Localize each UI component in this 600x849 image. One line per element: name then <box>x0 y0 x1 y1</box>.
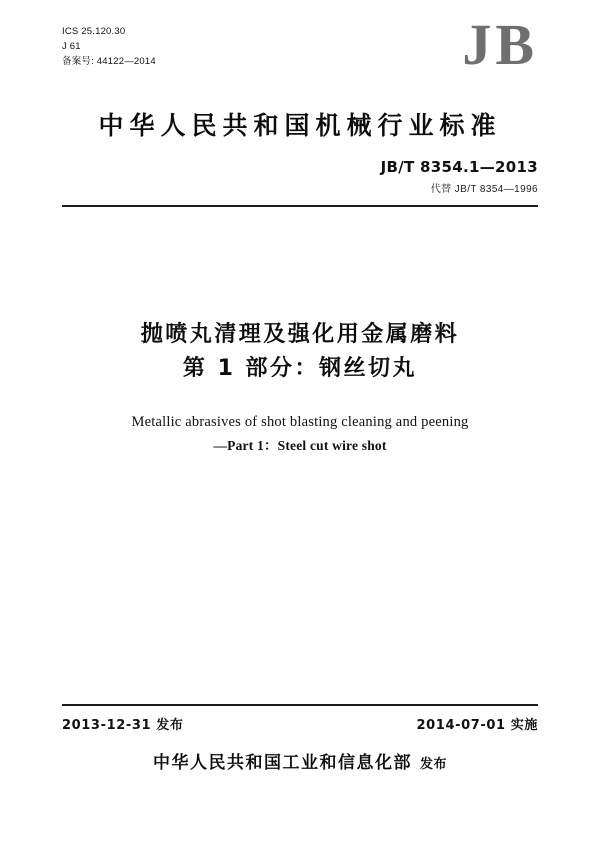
classification-block <box>62 24 156 69</box>
title-cn-line-1: 抛喷丸清理及强化用金属磨料 <box>140 322 460 347</box>
title-en-line-1: Metallic abrasives of shot blasting cleaning and peening <box>131 414 469 430</box>
series-title: 中华人民共和国机械行业标准 <box>98 111 502 140</box>
dates-row <box>62 714 538 733</box>
effective-date: 2014-07-01 实施 <box>416 718 538 733</box>
divider-top <box>62 205 538 207</box>
document-title-en <box>0 410 600 458</box>
replaces-note: 代替 JB/T 8354—1996 <box>430 184 538 195</box>
publisher-line <box>0 748 600 773</box>
record-number: 备案号: 44122—2014 <box>62 56 156 67</box>
issue-date: 2013-12-31 发布 <box>62 718 184 733</box>
ics-code: ICS 25.120.30 <box>62 26 126 37</box>
standard-number: JB/T 8354.1—2013 <box>380 158 538 176</box>
jb-logo: JB <box>462 12 538 77</box>
standard-number-block <box>381 158 538 195</box>
header-zone <box>62 12 538 94</box>
divider-bottom <box>62 704 538 706</box>
publisher-name: 中华人民共和国工业和信息化部 <box>152 753 412 773</box>
title-en-line-2: —Part 1：Steel cut wire shot <box>213 438 387 453</box>
china-standard-class-code: J 61 <box>62 41 81 52</box>
document-title-cn <box>0 318 600 386</box>
publisher-suffix: 发布 <box>419 757 447 772</box>
title-cn-line-2: 第 1 部分：钢丝切丸 <box>182 356 418 381</box>
